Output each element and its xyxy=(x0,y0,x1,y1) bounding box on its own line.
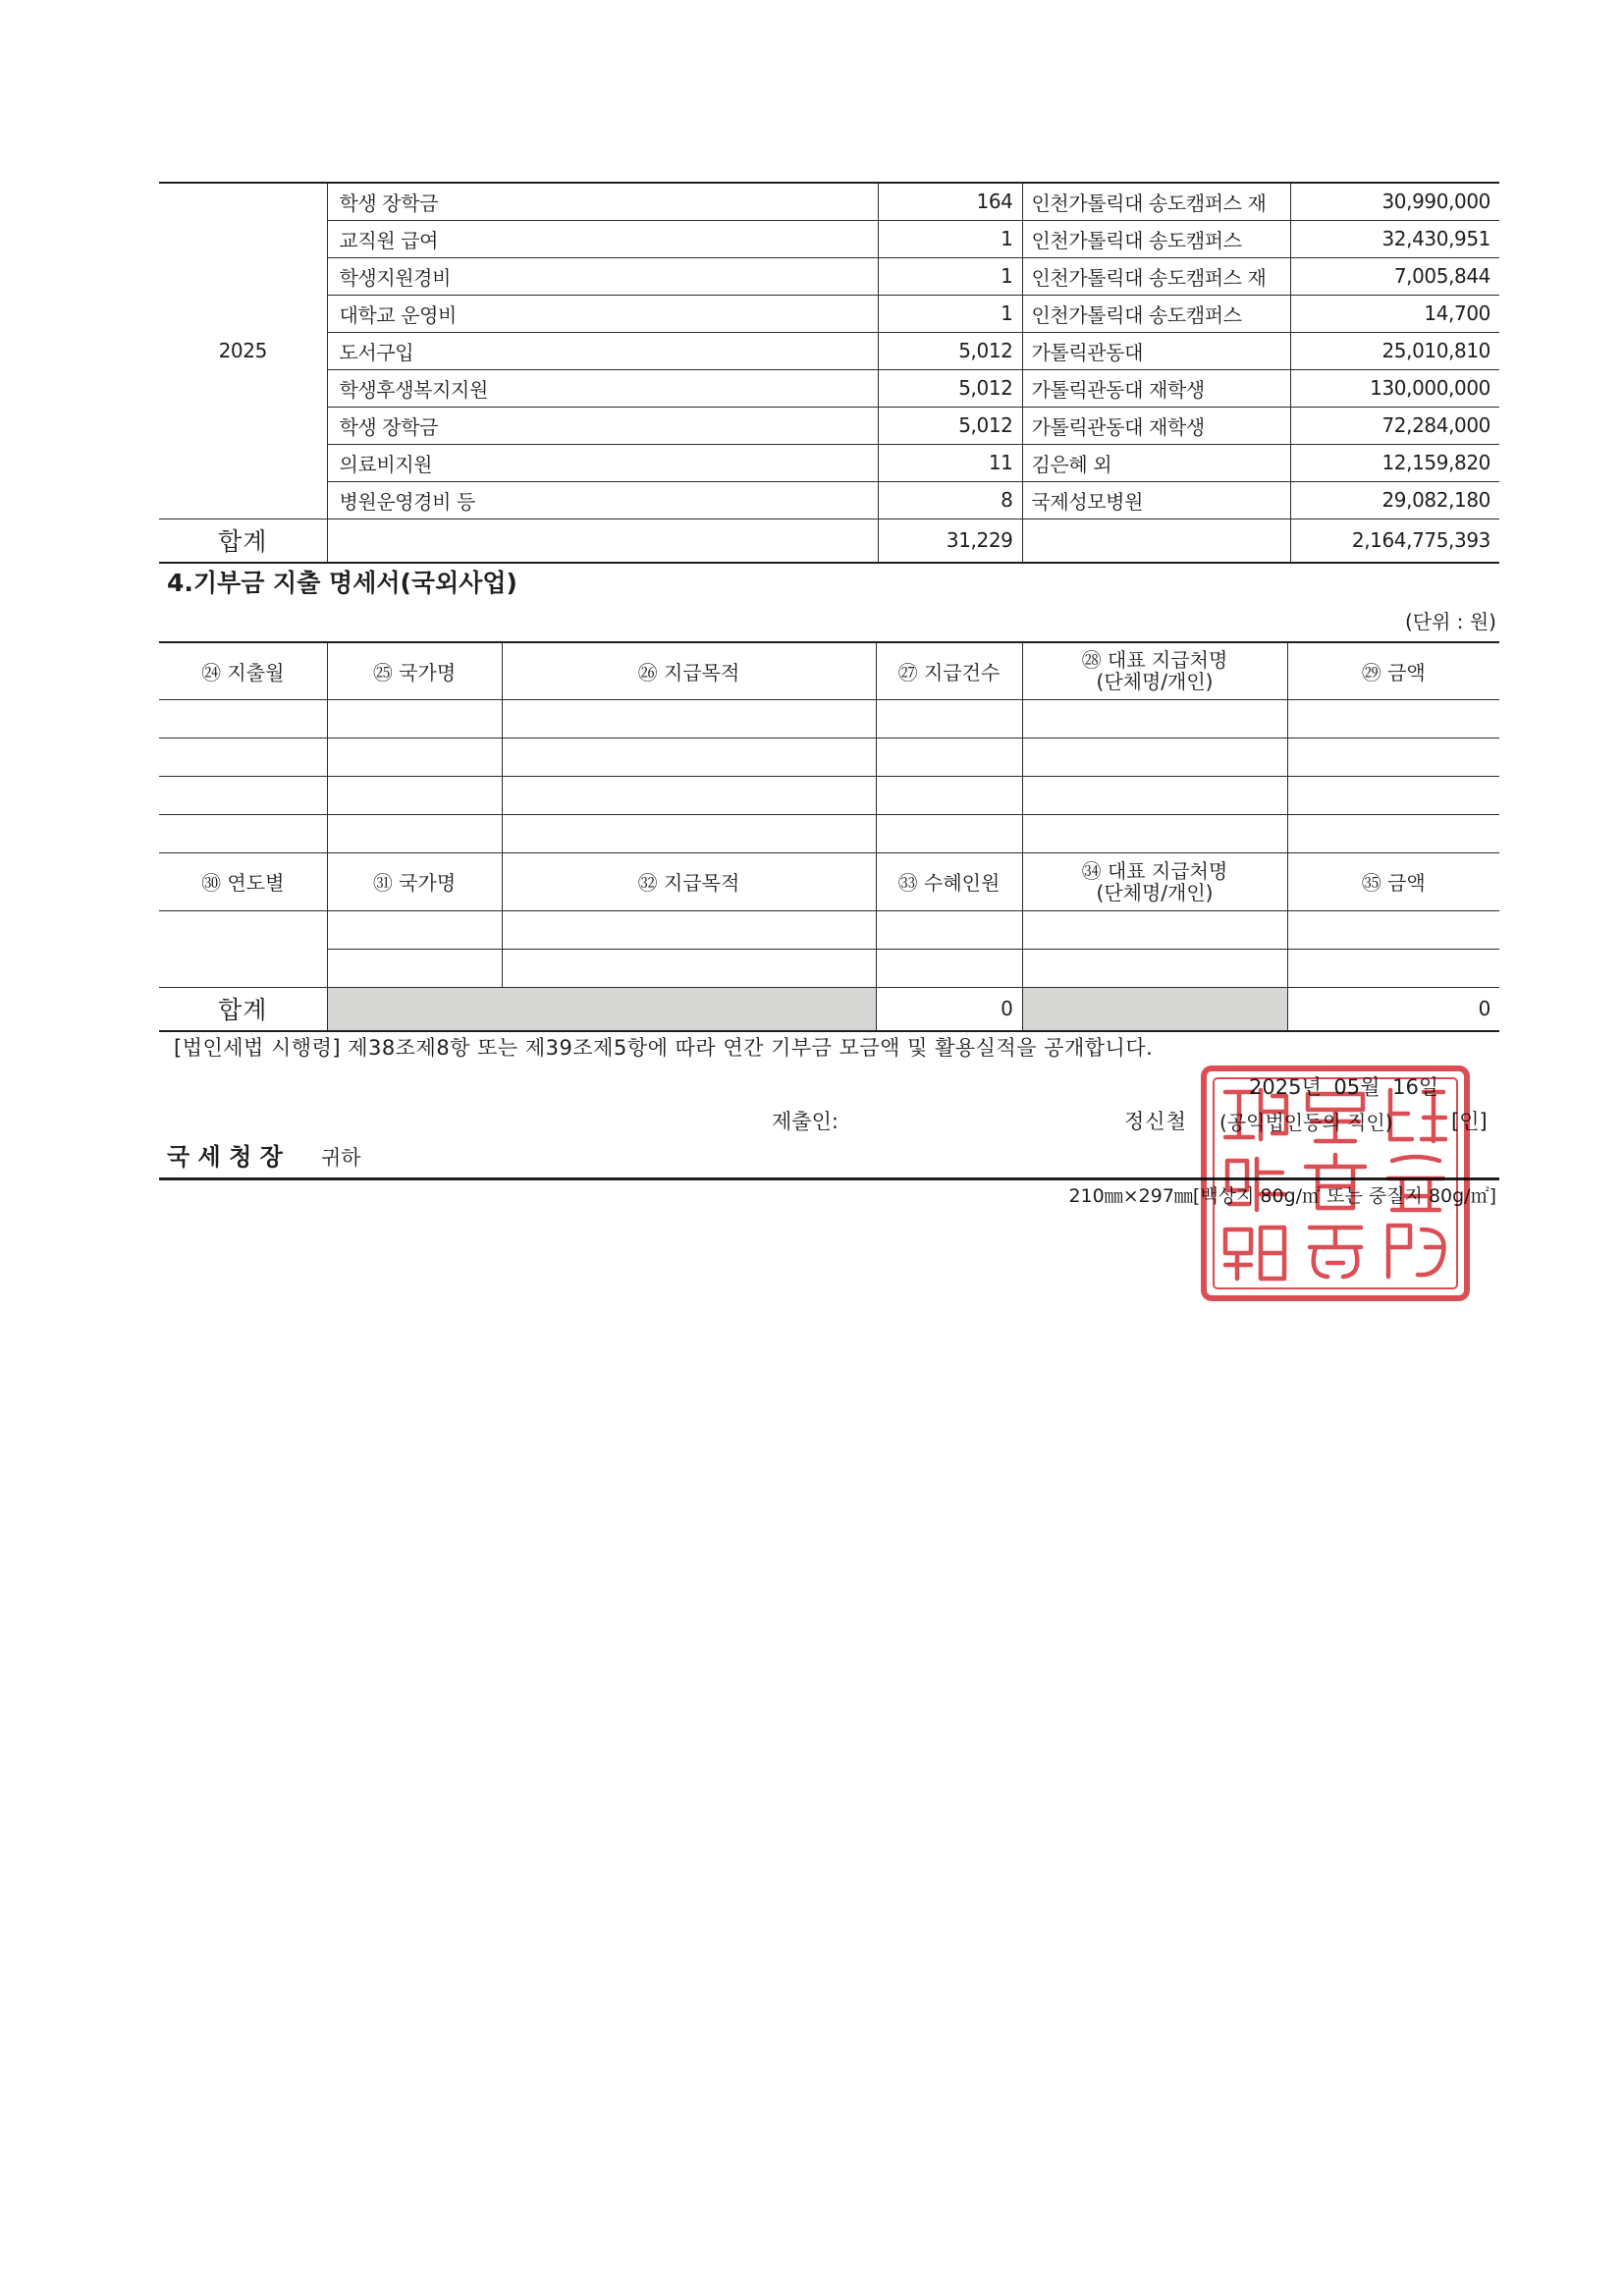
domestic-expenditure-table xyxy=(159,182,1499,564)
count-cell: 1 xyxy=(878,220,1022,257)
purpose-cell: 대학교 운영비 xyxy=(327,295,878,332)
recipient-header-line2: (단체명/개인) xyxy=(1096,670,1214,694)
purpose-header: ㉜ 지급목적 xyxy=(502,852,876,910)
recipient-cell: 김은혜 외 xyxy=(1022,444,1290,481)
shaded-cell xyxy=(327,987,876,1031)
table-row xyxy=(159,738,1499,776)
submitter-name: 정신철 xyxy=(1124,1110,1187,1133)
empty-cell xyxy=(1287,776,1499,814)
amount-header: ㉟ 금액 xyxy=(1287,852,1499,910)
table-row xyxy=(159,699,1499,738)
official-seal-icon xyxy=(1198,1063,1473,1304)
empty-cell xyxy=(1287,910,1499,949)
empty-cell xyxy=(1022,699,1287,738)
addressee-honorific: 귀하 xyxy=(321,1146,361,1170)
purpose-cell: 도서구입 xyxy=(327,332,878,369)
recipient-header-line2: (단체명/개인) xyxy=(1096,880,1214,904)
recipient-header-line1: ㉘ 대표 지급처명 xyxy=(1081,648,1228,673)
count-header: ㉗ 지급건수 xyxy=(876,642,1022,699)
table-row xyxy=(159,332,1499,369)
recipient-header-line1: ㉞ 대표 지급처명 xyxy=(1081,858,1228,883)
total-count: 31,229 xyxy=(878,519,1022,563)
addressee-name: 국 세 청 장 xyxy=(167,1143,283,1171)
total-count: 0 xyxy=(876,987,1022,1031)
header-row xyxy=(159,642,1499,699)
unit-label: (단위 : 원) xyxy=(1404,610,1496,633)
table-row xyxy=(159,183,1499,220)
recipient-cell: 인천가톨릭대 송도캠퍼스 xyxy=(1022,295,1290,332)
beneficiaries-header: ㉝ 수혜인원 xyxy=(876,852,1022,910)
seal-label: (공익법인등의 직인) xyxy=(1219,1111,1393,1134)
empty-cell xyxy=(876,814,1022,852)
empty-cell xyxy=(876,949,1022,987)
empty-cell xyxy=(327,699,502,738)
purpose-cell: 병원운영경비 등 xyxy=(327,481,878,519)
recipient-cell: 인천가톨릭대 송도캠퍼스 재 xyxy=(1022,183,1290,220)
empty-cell xyxy=(1022,910,1287,949)
empty-cell xyxy=(1022,519,1290,563)
table-row xyxy=(159,776,1499,814)
year-cell: 2025 xyxy=(159,183,327,519)
count-cell: 11 xyxy=(878,444,1022,481)
purpose-cell: 학생후생복지지원 xyxy=(327,369,878,407)
seal-mark: [인] xyxy=(1451,1110,1488,1133)
count-cell: 5,012 xyxy=(878,332,1022,369)
count-cell: 5,012 xyxy=(878,407,1022,444)
empty-cell xyxy=(1022,776,1287,814)
paper-spec: 210㎜×297㎜[백상지 80g/㎡ 또는 중질지 80g/㎡] xyxy=(1068,1185,1496,1207)
recipient-cell: 가톨릭관동대 xyxy=(1022,332,1290,369)
submission-date: 2025년 05월 16일 xyxy=(1249,1075,1439,1099)
purpose-cell: 학생지원경비 xyxy=(327,257,878,295)
header-row xyxy=(159,852,1499,910)
amount-header: ㉙ 금액 xyxy=(1287,642,1499,699)
section-title: 4.기부금 지출 명세서(국외사업) xyxy=(167,569,517,597)
empty-cell xyxy=(159,910,327,987)
empty-cell xyxy=(327,814,502,852)
empty-cell xyxy=(876,738,1022,776)
empty-cell xyxy=(327,738,502,776)
empty-cell xyxy=(1287,738,1499,776)
empty-cell xyxy=(327,776,502,814)
submitter-label: 제출인: xyxy=(772,1110,839,1133)
table-row xyxy=(159,910,1499,949)
empty-cell xyxy=(327,949,502,987)
amount-cell: 14,700 xyxy=(1290,295,1499,332)
empty-cell xyxy=(876,910,1022,949)
count-cell: 164 xyxy=(878,183,1022,220)
empty-cell xyxy=(502,699,876,738)
empty-cell xyxy=(502,910,876,949)
purpose-cell: 학생 장학금 xyxy=(327,407,878,444)
total-label: 합계 xyxy=(159,987,327,1031)
empty-cell xyxy=(876,776,1022,814)
empty-cell xyxy=(876,699,1022,738)
empty-cell xyxy=(502,776,876,814)
amount-cell: 7,005,844 xyxy=(1290,257,1499,295)
empty-cell xyxy=(159,699,327,738)
table-row xyxy=(159,369,1499,407)
total-row xyxy=(159,987,1499,1031)
year-header: ㉚ 연도별 xyxy=(159,852,327,910)
purpose-cell: 학생 장학금 xyxy=(327,183,878,220)
table-row xyxy=(159,481,1499,519)
empty-cell xyxy=(1022,738,1287,776)
table-row xyxy=(159,295,1499,332)
month-header: ㉔ 지출월 xyxy=(159,642,327,699)
empty-cell xyxy=(1287,699,1499,738)
recipient-header xyxy=(1022,642,1287,699)
total-label: 합계 xyxy=(159,519,327,563)
total-amount: 0 xyxy=(1287,987,1499,1031)
table-row xyxy=(159,257,1499,295)
empty-cell xyxy=(1022,814,1287,852)
purpose-cell: 의료비지원 xyxy=(327,444,878,481)
table-row xyxy=(159,220,1499,257)
empty-cell xyxy=(1287,949,1499,987)
count-cell: 5,012 xyxy=(878,369,1022,407)
recipient-cell: 인천가톨릭대 송도캠퍼스 재 xyxy=(1022,257,1290,295)
recipient-cell: 인천가톨릭대 송도캠퍼스 xyxy=(1022,220,1290,257)
empty-cell xyxy=(1022,949,1287,987)
recipient-header xyxy=(1022,852,1287,910)
count-cell: 1 xyxy=(878,295,1022,332)
amount-cell: 25,010,810 xyxy=(1290,332,1499,369)
table-row xyxy=(159,814,1499,852)
country-header: ㉛ 국가명 xyxy=(327,852,502,910)
empty-cell xyxy=(159,738,327,776)
count-cell: 1 xyxy=(878,257,1022,295)
amount-cell: 12,159,820 xyxy=(1290,444,1499,481)
country-header: ㉕ 국가명 xyxy=(327,642,502,699)
legal-notice: [법인세법 시행령] 제38조제8항 또는 제39조제5항에 따라 연간 기부금 모금액 및 활용실적을 공개합니다. xyxy=(174,1036,1154,1060)
amount-cell: 72,284,000 xyxy=(1290,407,1499,444)
table-row xyxy=(159,444,1499,481)
amount-cell: 30,990,000 xyxy=(1290,183,1499,220)
total-row xyxy=(159,519,1499,563)
shaded-cell xyxy=(1022,987,1287,1031)
amount-cell: 32,430,951 xyxy=(1290,220,1499,257)
recipient-cell: 가톨릭관동대 재학생 xyxy=(1022,369,1290,407)
empty-cell xyxy=(502,814,876,852)
purpose-header: ㉖ 지급목적 xyxy=(502,642,876,699)
purpose-cell: 교직원 급여 xyxy=(327,220,878,257)
empty-cell xyxy=(159,814,327,852)
empty-cell xyxy=(159,776,327,814)
empty-cell xyxy=(502,949,876,987)
empty-cell xyxy=(502,738,876,776)
overseas-expenditure-table xyxy=(159,641,1499,1032)
empty-cell xyxy=(327,519,878,563)
total-amount: 2,164,775,393 xyxy=(1290,519,1499,563)
amount-cell: 130,000,000 xyxy=(1290,369,1499,407)
table-row xyxy=(159,949,1499,987)
recipient-cell: 국제성모병원 xyxy=(1022,481,1290,519)
recipient-cell: 가톨릭관동대 재학생 xyxy=(1022,407,1290,444)
amount-cell: 29,082,180 xyxy=(1290,481,1499,519)
table-row xyxy=(159,407,1499,444)
count-cell: 8 xyxy=(878,481,1022,519)
empty-cell xyxy=(1287,814,1499,852)
empty-cell xyxy=(327,910,502,949)
